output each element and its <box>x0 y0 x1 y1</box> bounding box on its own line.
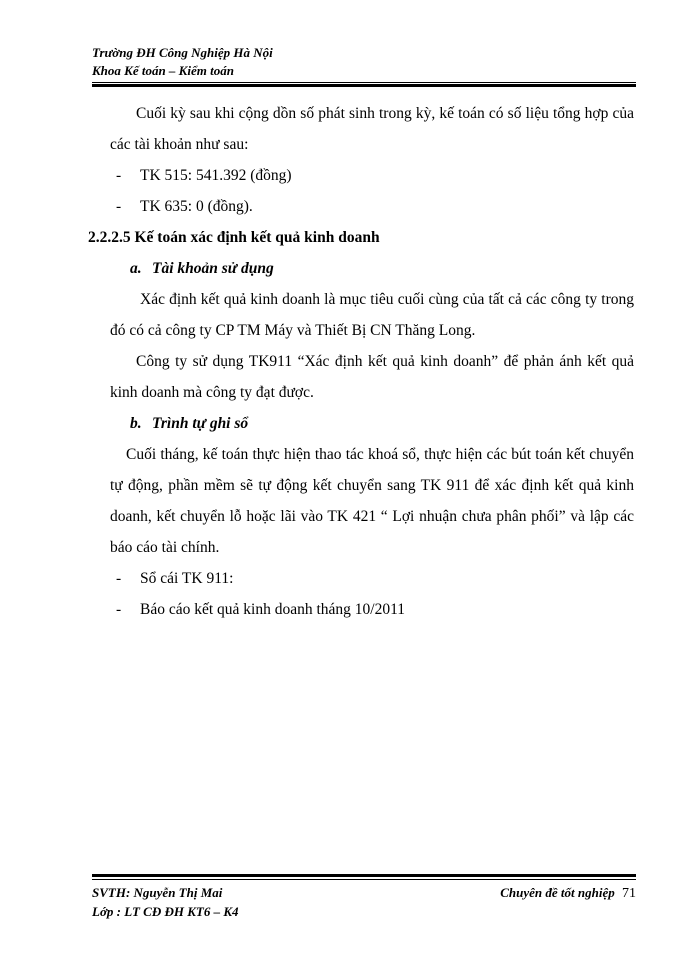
list-item <box>110 160 634 191</box>
header-faculty: Khoa Kế toán – Kiểm toán <box>92 63 234 78</box>
account-item: TK 515: 541.392 (đồng) <box>140 167 292 184</box>
subsection-label: b. <box>130 415 142 432</box>
bullet-dash: - <box>116 601 122 618</box>
page-body <box>88 98 634 625</box>
report-item: Báo cáo kết quả kinh doanh tháng 10/2011 <box>140 601 406 618</box>
footer-student: SVTH: Nguyễn Thị Mai <box>92 885 223 900</box>
bullet-dash: - <box>116 570 122 587</box>
footer-right <box>500 884 636 902</box>
subsection-title: Tài khoản sử dụng <box>152 260 274 277</box>
bullet-dash: - <box>116 198 122 215</box>
subsection-heading-a <box>110 253 634 284</box>
footer-rule-thin <box>92 879 636 880</box>
bullet-dash: - <box>116 167 122 184</box>
paragraph: Xác định kết quả kinh doanh là mục tiêu cuối cùng của tất cả các công ty trong đó có cả công ty CP TM Máy và Thiết Bị CN Thăng Long. <box>110 291 634 339</box>
intro-paragraph: Cuối kỳ sau khi cộng dồn số phát sinh trong kỳ, kế toán có số liệu tổng hợp của các tài khoản như sau: <box>110 105 634 153</box>
subsection-label: a. <box>130 260 142 277</box>
subsection-title: Trình tự ghi sổ <box>152 415 249 432</box>
report-item: Sổ cái TK 911: <box>140 570 234 587</box>
footer-doc-type: Chuyên đề tốt nghiệp <box>500 885 615 900</box>
subsection-heading-b <box>110 408 634 439</box>
header-rule-thick <box>92 84 636 87</box>
list-item <box>110 594 634 625</box>
list-item <box>110 563 634 594</box>
footer-class: Lớp : LT CĐ ĐH KT6 – K4 <box>92 904 239 919</box>
header-rule-thin <box>92 82 636 83</box>
section-heading: 2.2.2.5 Kế toán xác định kết quả kinh doanh <box>88 229 380 246</box>
paragraph: Công ty sử dụng TK911 “Xác định kết quả kinh doanh” để phản ánh kết quả kinh doanh mà công ty đạt được. <box>110 353 634 401</box>
paragraph: Cuối tháng, kế toán thực hiện thao tác khoá sổ, thực hiện các bút toán kết chuyển tự động, phần mềm sẽ tự động kết chuyển sang TK 911 để xác định kết quả kinh doanh, kết chuyển lỗ hoặc lãi vào TK 421 “ Lợi nhuận chưa phân phối” và lập các báo cáo tài chính. <box>110 446 634 556</box>
footer-rule-thick <box>92 874 636 877</box>
page-number: 71 <box>622 886 636 901</box>
header-school: Trường ĐH Công Nghiệp Hà Nội <box>92 45 273 60</box>
account-item: TK 635: 0 (đồng). <box>140 198 253 215</box>
list-item <box>110 191 634 222</box>
